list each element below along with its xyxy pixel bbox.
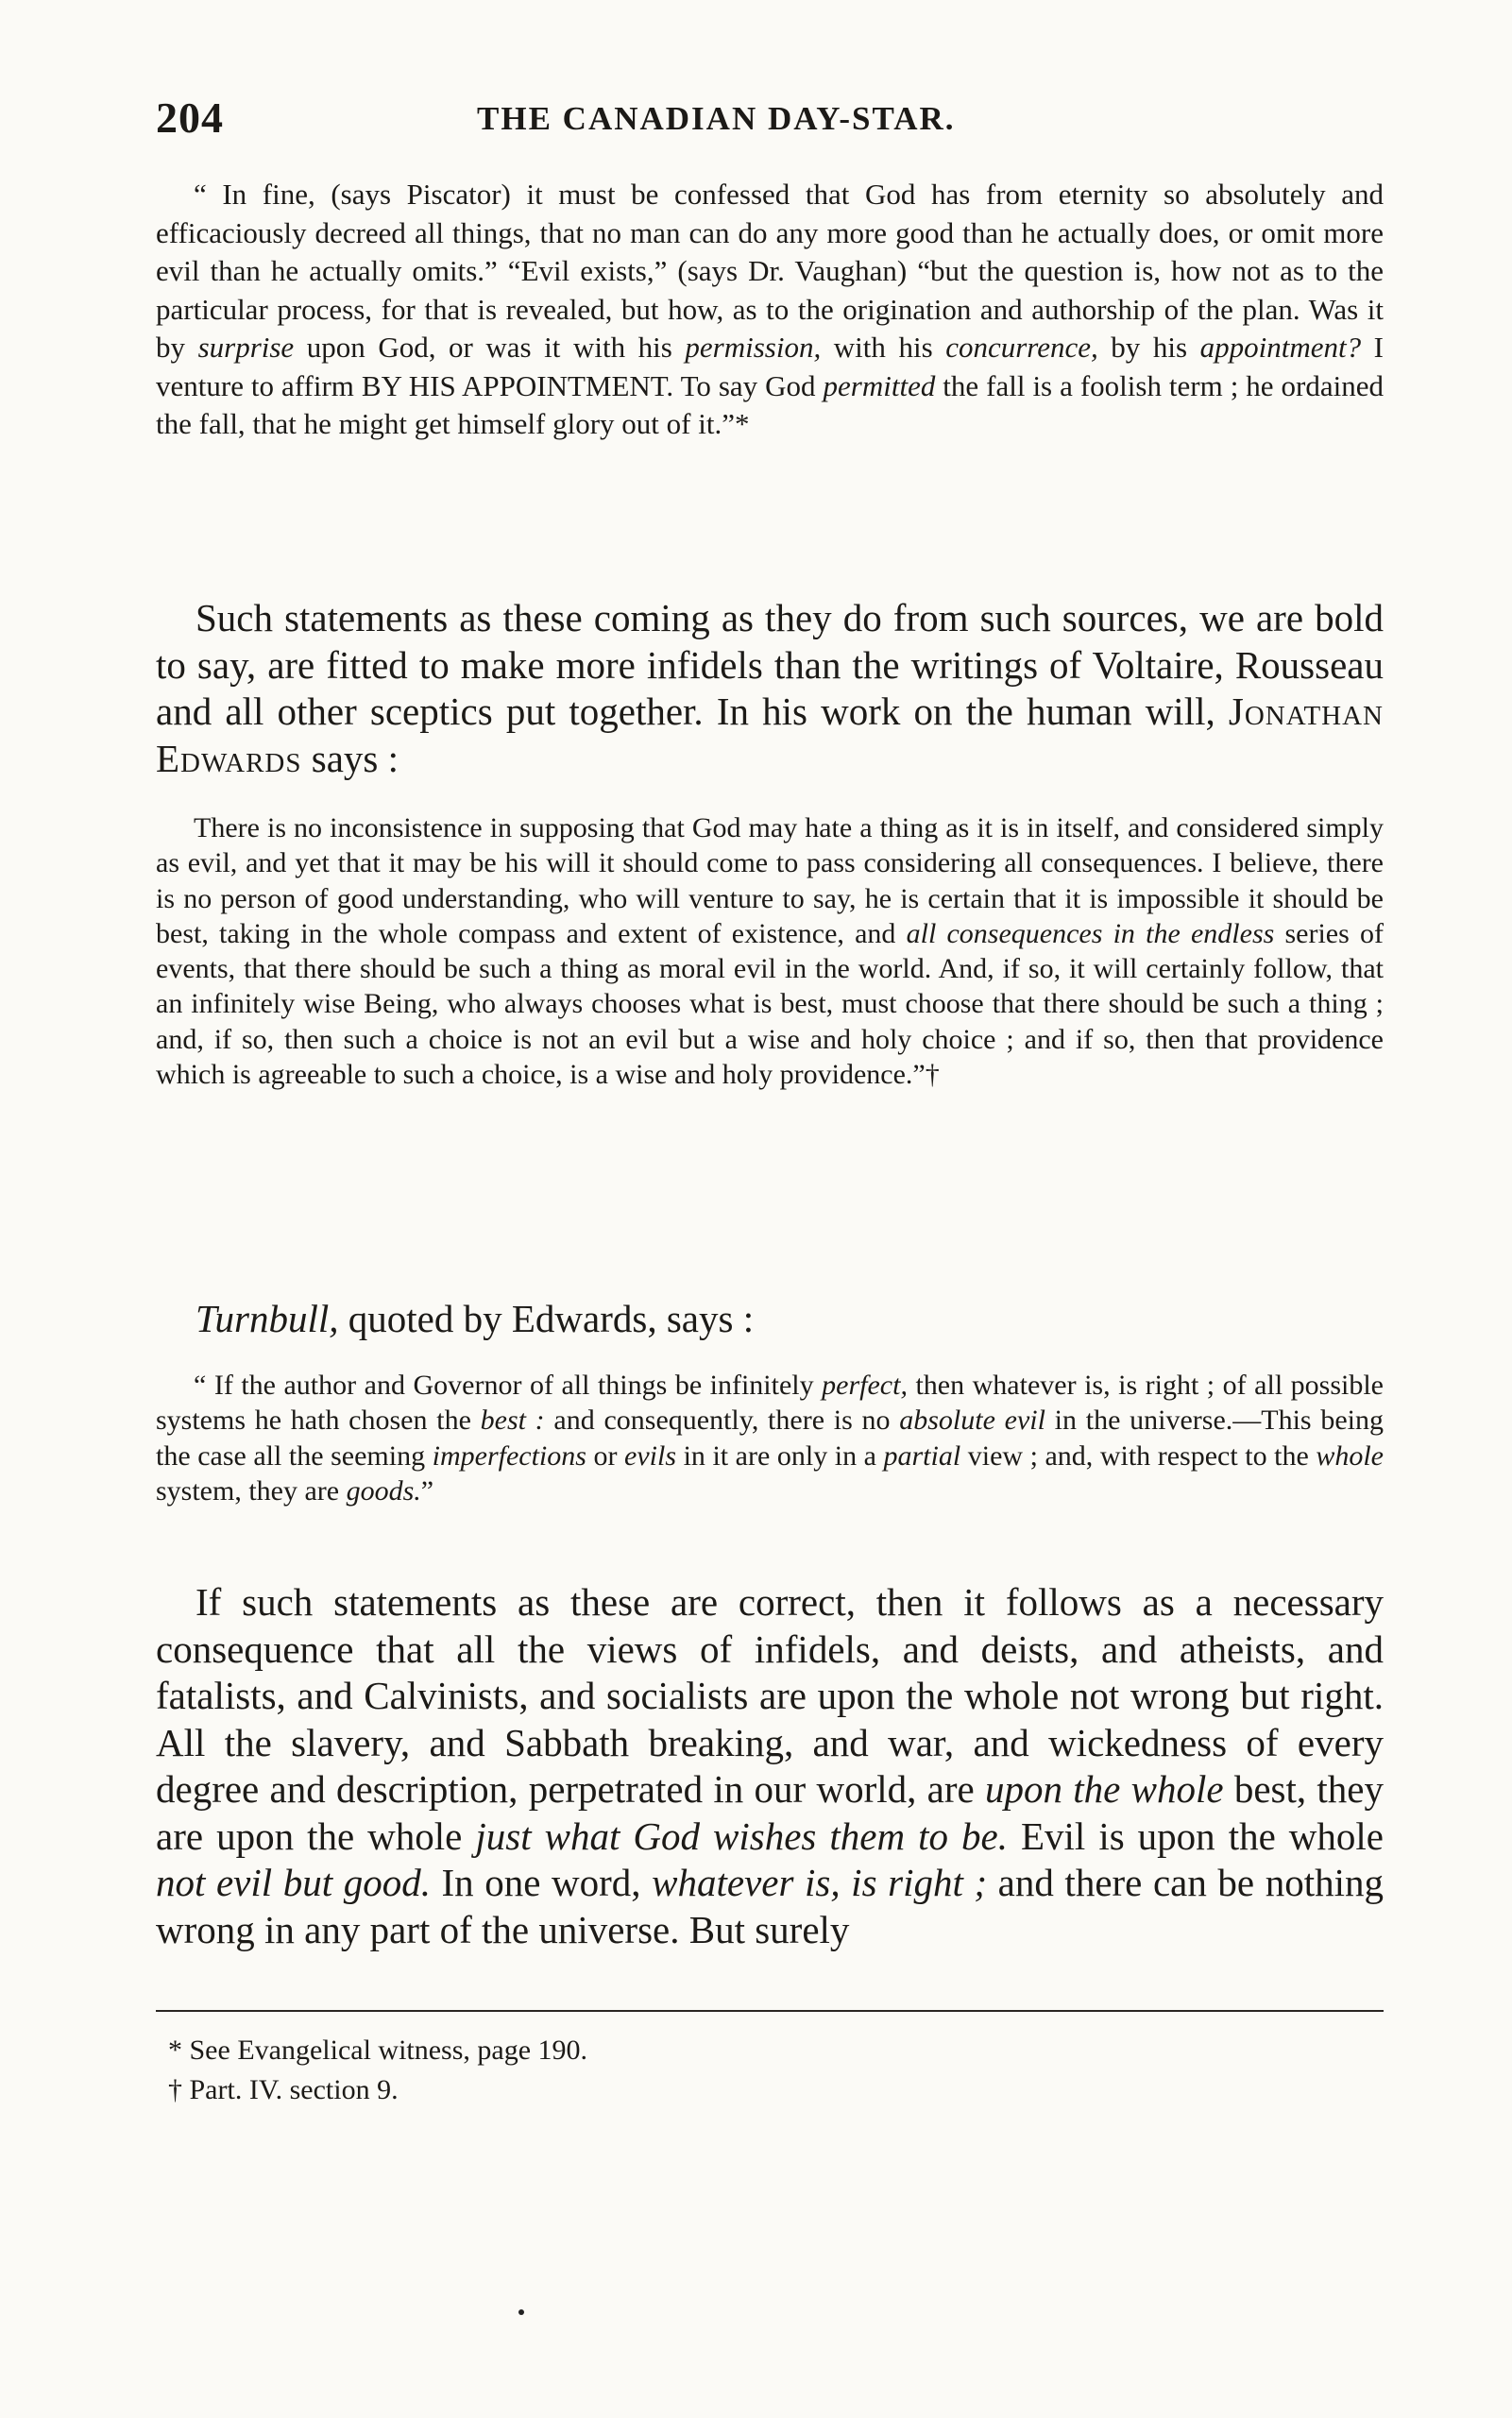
quote-edwards [156, 810, 1384, 1092]
paragraph-if-such-statements [156, 1579, 1384, 1953]
quote-edwards-text: There is no inconsistence in supposing that God may hate a thing as it is in itself, and considered simply as evil, and yet that it may be his will it should come to pass considering all consequences. I believe, there is no person of good understanding, who will venture to say, he is certain that it is impossible it should be best, taking in the whole compass and extent of existence, and all consequences in the endless series of events, that there should be such a thing as moral evil in the world. And, if so, it will certainly follow, that an infinitely wise Being, who always chooses what is best, must choose that there should be such a thing ; and, if so, then such a choice is not an evil but a wise and holy choice ; and if so, then that providence which is agreeable to such a choice, is a wise and holy providence.”† [156, 812, 1384, 1091]
footnote-2: † Part. IV. section 9. [168, 2074, 399, 2105]
running-title: THE CANADIAN DAY-STAR. [477, 100, 956, 137]
quote-piscator-text: “ In fine, (says Piscator) it must be confessed that God has from eternity so absolutely and efficaciously decreed all things, that no man can do any more good than he actually does, or omit more evil than he actually omits.” “Evil exists,” (says Dr. Vaughan) “but the question is, how not as to the particular process, for that is revealed, but how, as to the origination and authorship of the plan. Was it by surprise upon God, or was it with his permission, with his concurrence, by his appointment? I venture to affirm BY HIS APPOINTMENT. To say God permitted the fall is a foolish term ; he ordained the fall, that he might get himself glory out of it.”* [156, 178, 1384, 440]
footnotes [168, 2031, 587, 2110]
author-name: Jonathan Edwards [156, 690, 1384, 780]
page-header [156, 93, 1374, 153]
turnbull-intro-text: Turnbull, quoted by Edwards, says : [195, 1297, 755, 1340]
paragraph-text: If such statements as these are correct, then it follows as a necessary consequence that all the views of infidels, and deists, and atheists, and fatalists, and Calvinists, and socialists are upon the whole not wrong but right. All the slavery, and Sabbath breaking, and war, and wickedness of every degree and description, perpetrated in our world, are upon the whole best, they are upon the whole just what God wishes them to be. Evil is upon the whole not evil but good. In one word, whatever is, is right ; and there can be nothing wrong in any part of the universe. But surely [156, 1580, 1385, 1951]
page-number: 204 [156, 94, 224, 142]
footnote-1: * See Evangelical witness, page 190. [168, 2035, 588, 2066]
paragraph-such-statements [156, 595, 1384, 782]
stray-mark [518, 2309, 524, 2315]
quote-turnbull-text: “ If the author and Governor of all things be infinitely perfect, then whatever is, is right ; of all possible systems he hath chosen the best : and consequently, there is no absolute evil in the universe.—This being the case all the seeming imperfections or evils in it are only in a partial view ; and, with respect to the whole system, they are goods.” [156, 1370, 1384, 1507]
paragraph-text: Such statements as these coming as they do from such sources, we are bold to say, are fitted to make more infidels than the writings of Voltaire, Rousseau and all other sceptics put together. In his work on the human will, Jonathan Edwards says : [156, 596, 1384, 780]
footnote-divider [156, 2010, 1384, 2012]
quote-turnbull [156, 1368, 1384, 1508]
turnbull-intro [156, 1296, 1384, 1343]
quote-piscator-vaughan [156, 176, 1384, 444]
